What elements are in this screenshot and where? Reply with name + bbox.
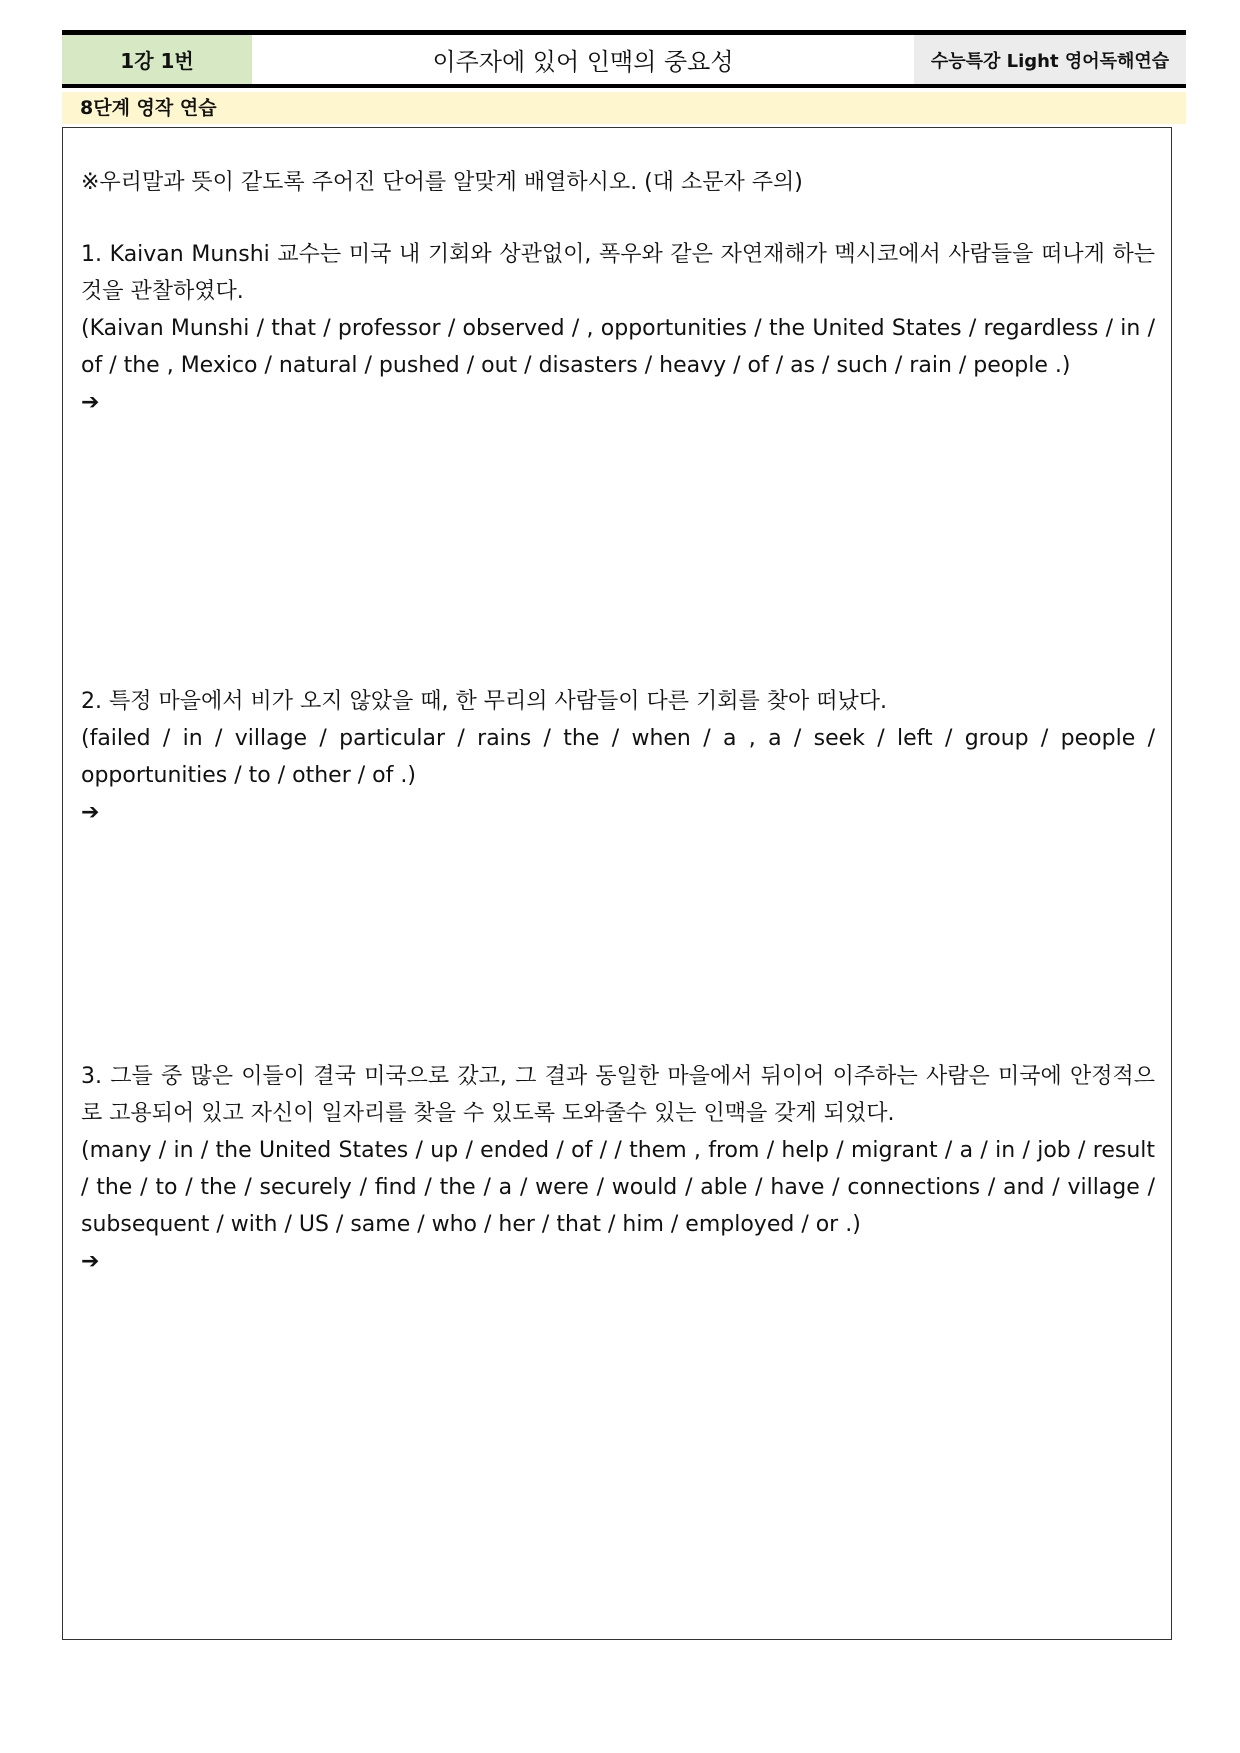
exercise-box [62, 127, 1172, 1640]
question-2-korean: 2. 특정 마을에서 비가 오지 않았을 때, 한 무리의 사람들이 다른 기회를 찾아 떠났다. [81, 689, 887, 714]
lesson-number: 1강 1번 [62, 35, 252, 84]
question-3-words: (many / in / the United States / up / ended / of / / them , from / help / migrant / a / in / job / result / the / to / the / securely / find / the / a / were / would / able / have / connections / and / village / subsequent / with / US / same / who / her / that / him / employed / or .) [81, 1138, 1155, 1237]
question-2-words: (failed / in / village / particular / rains / the / when / a , a / seek / left / group / people / opportunities / to / other / of .) [81, 726, 1155, 788]
answer-arrow-icon: ➔ [81, 800, 100, 825]
stage-label: 8단계 영작 연습 [62, 92, 1186, 124]
question-2 [81, 683, 1155, 831]
worksheet-header [62, 30, 1186, 88]
worksheet-title: 이주자에 있어 인맥의 중요성 [252, 35, 914, 84]
answer-arrow-icon: ➔ [81, 390, 100, 415]
question-1-words: (Kaivan Munshi / that / professor / observed / , opportunities / the United States / regardless / in / of / the , Mexico / natural / pushed / out / disasters / heavy / of / as / such / rain / people .) [81, 316, 1155, 378]
book-title: 수능특강 Light 영어독해연습 [914, 35, 1186, 84]
question-3 [81, 1058, 1155, 1280]
instruction-text: ※우리말과 뜻이 같도록 주어진 단어를 알맞게 배열하시오. (대 소문자 주의) [81, 170, 803, 195]
question-3-korean: 3. 그들 중 많은 이들이 결국 미국으로 갔고, 그 결과 동일한 마을에서 뒤이어 이주하는 사람은 미국에 안정적으로 고용되어 있고 자신이 일자리를 찾을 수 있도록 도와줄수 있는 인맥을 갖게 되었다. [81, 1064, 1155, 1126]
question-1-korean: 1. Kaivan Munshi 교수는 미국 내 기회와 상관없이, 폭우와 같은 자연재해가 멕시코에서 사람들을 떠나게 하는 것을 관찰하였다. [81, 242, 1155, 304]
question-1 [81, 236, 1155, 421]
answer-arrow-icon: ➔ [81, 1249, 100, 1274]
